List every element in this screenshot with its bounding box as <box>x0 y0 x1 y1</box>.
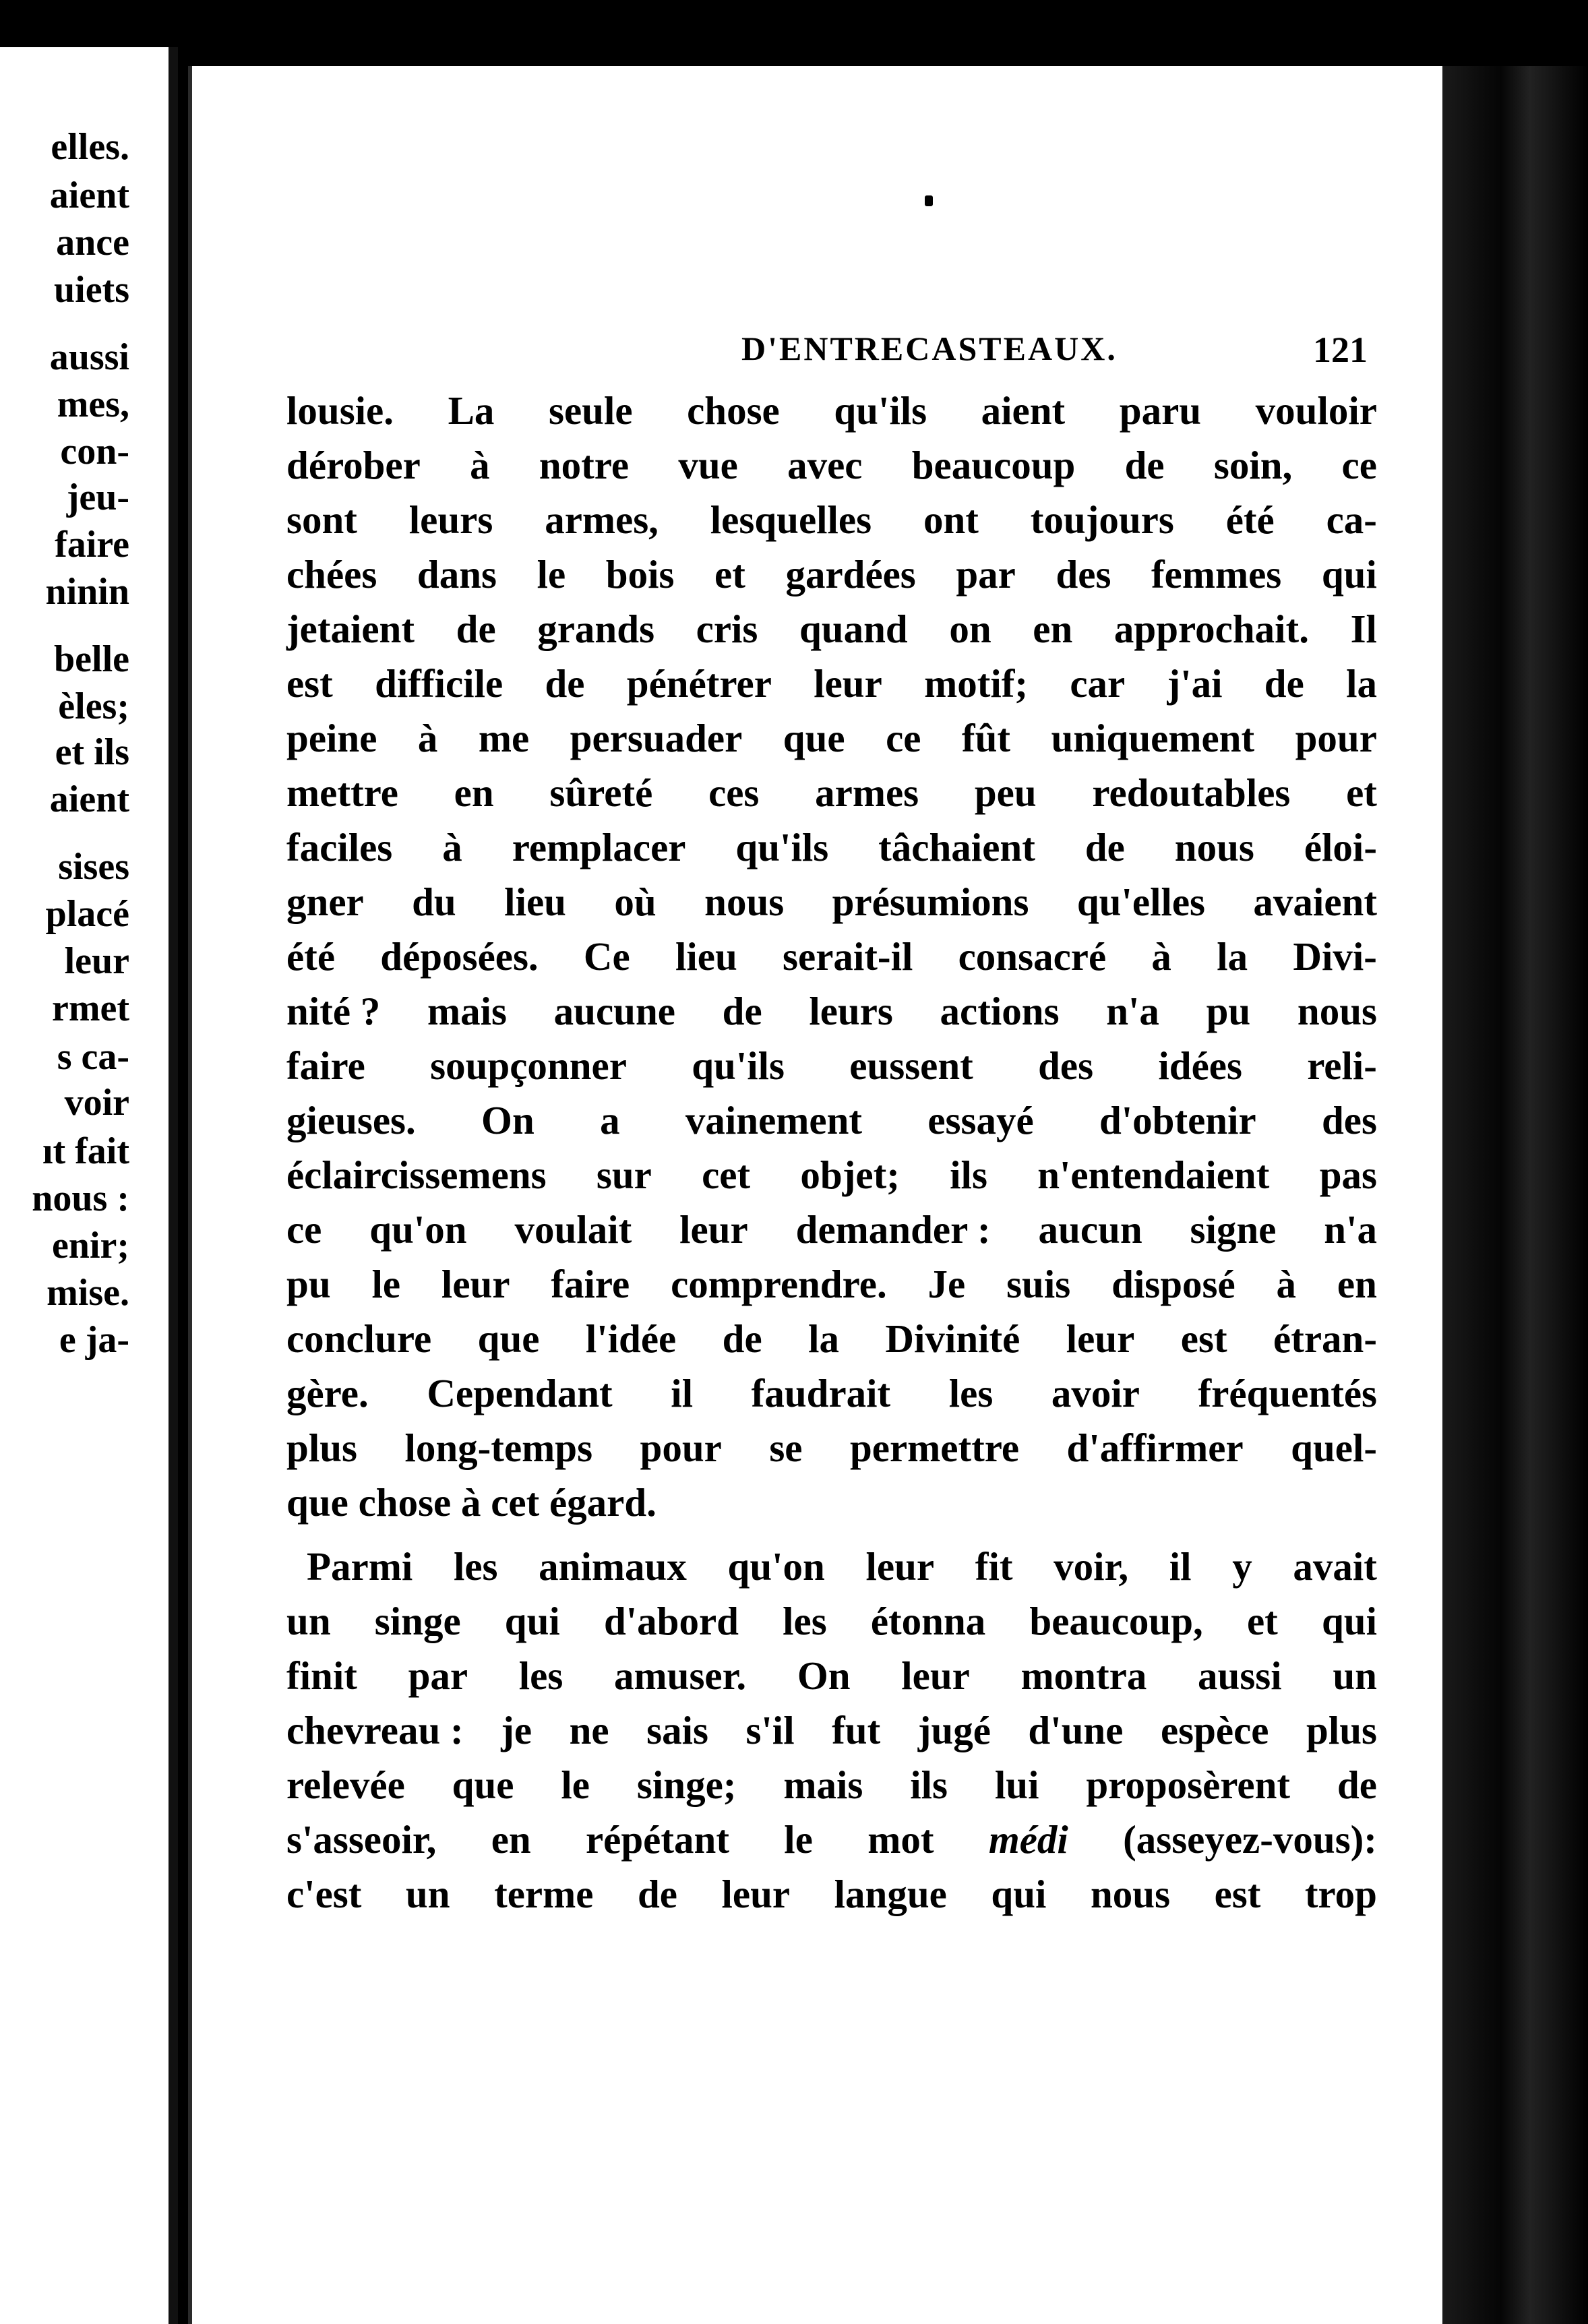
text-word: médi <box>988 1817 1068 1862</box>
text-word: grands <box>537 607 655 651</box>
text-word: du <box>412 880 456 924</box>
text-line <box>286 977 1377 1031</box>
text-word: faciles <box>286 825 393 869</box>
text-word: plus <box>286 1426 357 1470</box>
text-word: qui <box>1321 552 1377 597</box>
text-word: peu <box>974 770 1037 815</box>
text-line <box>286 1086 1377 1140</box>
text-word: présumions <box>832 880 1029 924</box>
text-word: ce <box>286 1207 322 1252</box>
text-word: beaucoup <box>911 443 1076 487</box>
page-text <box>286 376 1377 1914</box>
text-line <box>286 1696 1377 1750</box>
text-word: actions <box>940 989 1060 1033</box>
text-line <box>286 867 1377 922</box>
text-line <box>286 1468 1377 1523</box>
text-word: de <box>1264 661 1304 706</box>
text-word: c'est <box>286 1872 362 1916</box>
text-word: éclaircissemens <box>286 1153 547 1197</box>
text-word: qu'ils <box>692 1043 785 1088</box>
text-line <box>286 704 1377 758</box>
text-word: aient <box>981 388 1066 433</box>
text-word: gner <box>286 880 364 924</box>
text-word: relevée <box>286 1763 405 1807</box>
text-word: leur <box>814 661 882 706</box>
text-word: reli- <box>1307 1043 1377 1088</box>
text-word: vouloir <box>1255 388 1377 433</box>
text-word: faudrait <box>751 1371 891 1415</box>
text-word: mais <box>427 989 507 1033</box>
text-word: lui <box>994 1763 1039 1807</box>
text-word: leur <box>901 1653 970 1698</box>
page-header <box>192 329 1442 369</box>
text-word: jugé <box>917 1708 991 1752</box>
text-word: de <box>1085 825 1125 869</box>
text-word: étonna <box>870 1599 986 1643</box>
text-word: été <box>1225 497 1275 542</box>
facing-page-line: et ils <box>55 731 129 773</box>
text-word: langue <box>834 1872 947 1916</box>
text-word: pu <box>286 1262 331 1306</box>
text-word: trop <box>1304 1872 1377 1916</box>
text-word: avoir <box>1051 1371 1140 1415</box>
text-word: de <box>637 1872 677 1916</box>
text-word: nous <box>1174 825 1254 869</box>
text-word: que <box>477 1316 540 1361</box>
book-edge <box>1442 66 1588 2324</box>
facing-page-line: voir <box>64 1082 129 1124</box>
text-word: d'affirmer <box>1066 1426 1244 1470</box>
text-word: ca- <box>1326 497 1377 542</box>
text-word: nous <box>1090 1872 1171 1916</box>
text-word: approchait. <box>1113 607 1309 651</box>
facing-page-line: ance <box>56 222 129 264</box>
text-word: à <box>470 443 490 487</box>
text-line <box>286 1805 1377 1860</box>
text-word: On <box>481 1098 535 1142</box>
text-word: qui <box>991 1872 1047 1916</box>
facing-page-line: ıt fait <box>42 1130 129 1172</box>
text-word: leur <box>721 1872 791 1916</box>
text-word: sont <box>286 497 357 542</box>
text-word: des <box>1038 1043 1094 1088</box>
text-word: dérober <box>286 443 421 487</box>
text-word: bois <box>605 552 675 597</box>
text-word: la <box>1346 661 1377 706</box>
text-word: de <box>545 661 585 706</box>
facing-page-line: s ca- <box>57 1036 129 1078</box>
text-line <box>286 1532 1377 1587</box>
facing-page-line: faire <box>55 524 129 565</box>
text-word: à <box>442 825 462 869</box>
text-word: nité ? <box>286 989 381 1033</box>
text-word: redoutables <box>1092 770 1291 815</box>
text-word: pour <box>1295 716 1377 760</box>
text-word: objet; <box>800 1153 900 1197</box>
text-word: n'entendaient <box>1037 1153 1270 1197</box>
text-word: proposèrent <box>1086 1763 1291 1807</box>
text-word: gieuses. <box>286 1098 416 1142</box>
text-word: gardées <box>785 552 916 597</box>
text-word: leur <box>865 1544 935 1589</box>
text-word: à <box>417 716 438 760</box>
text-word: par <box>408 1653 468 1698</box>
text-word: singe <box>374 1599 461 1643</box>
text-word: Divinité <box>885 1316 1020 1361</box>
facing-page-line: aussi <box>49 336 129 378</box>
text-word: soupçonner <box>430 1043 627 1088</box>
text-word: y <box>1232 1544 1252 1589</box>
text-word: lousie. <box>286 388 394 433</box>
facing-page-line: mise. <box>47 1272 129 1314</box>
text-word: seule <box>548 388 633 433</box>
text-word: pu <box>1206 989 1251 1033</box>
text-word: a <box>600 1098 620 1142</box>
text-word: n'a <box>1106 989 1159 1033</box>
text-word: tâchaient <box>878 825 1035 869</box>
facing-page-line: nous : <box>32 1178 129 1219</box>
text-word: paru <box>1119 388 1202 433</box>
text-word: de <box>456 607 496 651</box>
text-word: la <box>808 1316 839 1361</box>
text-word: car <box>1070 661 1126 706</box>
text-word: suis <box>1006 1262 1071 1306</box>
text-word: qu'on <box>727 1544 825 1589</box>
text-word: pas <box>1319 1153 1377 1197</box>
text-word: animaux <box>539 1544 687 1589</box>
page-number: 121 <box>1313 330 1368 370</box>
facing-page-line: belle <box>54 638 129 680</box>
text-line <box>286 376 1377 431</box>
text-line <box>286 1031 1377 1086</box>
facing-page-line: sises <box>58 846 129 888</box>
text-word: je <box>501 1708 532 1752</box>
text-word: qu'elles <box>1076 880 1205 924</box>
text-word: soin, <box>1213 443 1293 487</box>
book-page <box>192 66 1442 2324</box>
text-word: à <box>1276 1262 1297 1306</box>
text-word: ce <box>1341 443 1377 487</box>
text-word: ne <box>569 1708 609 1752</box>
text-word: peine <box>286 716 377 760</box>
text-word: pour <box>640 1426 722 1470</box>
text-word: espèce <box>1160 1708 1269 1752</box>
text-word: (asseyez-vous): <box>1123 1817 1377 1862</box>
text-word: gère. <box>286 1371 369 1415</box>
text-word: la <box>1217 934 1248 979</box>
text-word: eussent <box>849 1043 973 1088</box>
text-word: l'idée <box>585 1316 677 1361</box>
text-word: permettre <box>849 1426 1020 1470</box>
text-word: qui <box>1321 1599 1377 1643</box>
text-line <box>286 1641 1377 1696</box>
text-word: aussi <box>1198 1653 1282 1698</box>
text-word: cris <box>696 607 758 651</box>
text-word: se <box>769 1426 803 1470</box>
text-word: on <box>949 607 991 651</box>
text-word: en <box>454 770 494 815</box>
text-word: ces <box>708 770 760 815</box>
text-word: leurs <box>408 497 493 542</box>
text-word: qu'on <box>369 1207 467 1252</box>
text-word: et <box>1346 770 1377 815</box>
text-word: serait-il <box>783 934 913 979</box>
text-line <box>286 1140 1377 1195</box>
text-word: chose <box>687 388 780 433</box>
text-word: singe; <box>636 1763 737 1807</box>
text-word: disposé <box>1111 1262 1235 1306</box>
text-word: mais <box>783 1763 863 1807</box>
text-word: Je <box>927 1262 966 1306</box>
text-word: avaient <box>1253 880 1377 924</box>
running-head: D'ENTRECASTEAUX. <box>741 330 1118 367</box>
text-word: des <box>1321 1098 1377 1142</box>
text-word: fut <box>832 1708 881 1752</box>
text-word: fit <box>975 1544 1013 1589</box>
text-line <box>286 1359 1377 1413</box>
text-word: avait <box>1293 1544 1377 1589</box>
text-word: quel- <box>1291 1426 1377 1470</box>
text-word: et <box>1246 1599 1278 1643</box>
text-word: toujours <box>1030 497 1174 542</box>
text-word: notre <box>539 443 630 487</box>
text-word: sais <box>646 1708 708 1752</box>
facing-page-line: leur <box>64 940 129 982</box>
text-word: plus <box>1306 1708 1377 1752</box>
text-word: fréquentés <box>1198 1371 1377 1415</box>
text-word: d'obtenir <box>1099 1098 1256 1142</box>
text-word: les <box>948 1371 994 1415</box>
text-word: ce <box>886 716 921 760</box>
text-word: les <box>518 1653 563 1698</box>
text-word: chevreau : <box>286 1708 464 1752</box>
text-word: le <box>537 552 566 597</box>
text-word: conclure <box>286 1316 432 1361</box>
text-word: aucun <box>1038 1207 1142 1252</box>
text-word: jetaient <box>286 607 415 651</box>
facing-page-line: aient <box>49 778 129 820</box>
text-word: vue <box>678 443 738 487</box>
text-word: terme <box>494 1872 594 1916</box>
text-line <box>286 431 1377 485</box>
text-word: fût <box>961 716 1011 760</box>
text-word: où <box>614 880 656 924</box>
text-word: à <box>1151 934 1171 979</box>
text-line <box>286 594 1377 649</box>
text-line <box>286 485 1377 540</box>
text-line <box>286 1195 1377 1250</box>
text-word: il <box>1169 1544 1192 1589</box>
text-word: que chose à cet égard. <box>286 1480 656 1525</box>
facing-page-fragment <box>0 47 178 2324</box>
text-word: en <box>1033 607 1073 651</box>
text-word: Il <box>1350 607 1377 651</box>
text-word: On <box>797 1653 851 1698</box>
facing-page-line: rmet <box>51 987 129 1029</box>
text-word: La <box>448 388 495 433</box>
facing-page-line: e ja- <box>59 1319 129 1361</box>
text-word: long-temps <box>404 1426 593 1470</box>
text-line <box>286 1413 1377 1468</box>
text-word: que <box>783 716 845 760</box>
text-word: comprendre. <box>671 1262 887 1306</box>
text-word: voulait <box>514 1207 632 1252</box>
text-word: le <box>561 1763 590 1807</box>
text-word: ils <box>950 1153 987 1197</box>
text-line <box>286 540 1377 597</box>
facing-page-line: mes, <box>57 384 129 425</box>
text-word: chées <box>286 552 377 597</box>
text-word: en <box>1337 1262 1377 1306</box>
text-word: faire <box>551 1262 630 1306</box>
text-word: cet <box>702 1153 751 1197</box>
text-word: de <box>722 1316 762 1361</box>
text-line <box>286 1250 1377 1304</box>
text-word: essayé <box>927 1098 1034 1142</box>
text-word: en <box>491 1817 531 1862</box>
text-word: été <box>286 934 336 979</box>
text-word: qu'ils <box>834 388 927 433</box>
text-line <box>286 922 1377 977</box>
text-word: beaucoup, <box>1029 1599 1203 1643</box>
text-word: un <box>405 1872 450 1916</box>
text-word: voir, <box>1053 1544 1129 1589</box>
text-word: faire <box>286 1043 365 1088</box>
text-line <box>286 813 1377 867</box>
text-word: Ce <box>583 934 630 979</box>
text-word: me <box>478 716 530 760</box>
text-word: le <box>371 1262 401 1306</box>
facing-page-line: aient <box>49 175 129 216</box>
text-word: mot <box>867 1817 934 1862</box>
text-word: éloi- <box>1304 825 1377 869</box>
facing-page-line: con- <box>60 431 129 472</box>
text-word: est <box>1214 1872 1261 1916</box>
text-word: qui <box>504 1599 560 1643</box>
text-word: lesquelles <box>710 497 872 542</box>
text-line <box>286 1750 1377 1805</box>
text-word: sûreté <box>549 770 653 815</box>
text-word: d'une <box>1028 1708 1124 1752</box>
text-line <box>286 758 1377 813</box>
text-word: le <box>784 1817 813 1862</box>
text-word: dans <box>417 552 497 597</box>
text-line <box>286 1587 1377 1641</box>
text-word: leur <box>441 1262 510 1306</box>
text-word: ont <box>923 497 979 542</box>
text-word: déposées. <box>380 934 539 979</box>
facing-page-line: uiets <box>54 269 129 311</box>
text-word: montra <box>1020 1653 1147 1698</box>
text-word: uniquement <box>1051 716 1255 760</box>
text-word: s'asseoir, <box>286 1817 437 1862</box>
text-word: d'abord <box>603 1599 739 1643</box>
text-word: n'a <box>1324 1207 1377 1252</box>
text-word: les <box>783 1599 827 1643</box>
text-word: j'ai <box>1167 661 1223 706</box>
text-word: persuader <box>570 716 743 760</box>
text-line <box>286 1860 1377 1914</box>
text-word: motif; <box>924 661 1029 706</box>
text-word: qu'ils <box>735 825 829 869</box>
text-word: il <box>671 1371 694 1415</box>
text-word: quand <box>799 607 908 651</box>
text-word: mettre <box>286 770 398 815</box>
text-word: difficile <box>375 661 503 706</box>
facing-page-line: elles. <box>51 126 129 168</box>
text-word: aucune <box>553 989 675 1033</box>
text-word: un <box>286 1599 331 1643</box>
facing-page-line: placé <box>45 893 129 935</box>
text-word: est <box>1180 1316 1227 1361</box>
text-word: femmes <box>1151 552 1282 597</box>
facing-page-line: èles; <box>58 685 129 727</box>
text-word: Parmi <box>307 1544 413 1589</box>
text-word: est <box>286 661 333 706</box>
text-word: les <box>453 1544 498 1589</box>
text-word: de <box>722 989 762 1033</box>
text-word: ils <box>910 1763 948 1807</box>
text-word: de <box>1337 1763 1377 1807</box>
text-word: leur <box>679 1207 748 1252</box>
text-word: et <box>714 552 745 597</box>
text-line <box>286 1304 1377 1359</box>
text-word: idées <box>1158 1043 1242 1088</box>
text-word: finit <box>286 1653 357 1698</box>
text-word: par <box>956 552 1016 597</box>
text-line <box>286 649 1377 704</box>
text-word: Divi- <box>1293 934 1377 979</box>
text-word: s'il <box>745 1708 795 1752</box>
text-word: leurs <box>809 989 893 1033</box>
text-word: un <box>1333 1653 1377 1698</box>
text-word: lieu <box>504 880 566 924</box>
text-word: consacré <box>958 934 1107 979</box>
text-word: que <box>452 1763 514 1807</box>
text-word: armes <box>815 770 919 815</box>
text-word: demander : <box>795 1207 991 1252</box>
text-word: signe <box>1190 1207 1277 1252</box>
ink-speck <box>925 195 933 206</box>
text-word: remplacer <box>512 825 686 869</box>
text-word: répétant <box>586 1817 729 1862</box>
text-word: Cependant <box>427 1371 613 1415</box>
text-word: des <box>1056 552 1111 597</box>
text-word: étran- <box>1273 1316 1377 1361</box>
text-word: de <box>1124 443 1165 487</box>
text-word: sur <box>596 1153 652 1197</box>
text-word: leur <box>1066 1316 1135 1361</box>
text-word: pénétrer <box>626 661 772 706</box>
text-word: nous <box>1297 989 1377 1033</box>
facing-page-line: enir; <box>51 1225 129 1266</box>
text-word: nous <box>704 880 785 924</box>
facing-page-line: jeu- <box>66 477 129 518</box>
text-word: amuser. <box>614 1653 747 1698</box>
text-word: vainement <box>685 1098 863 1142</box>
text-word: lieu <box>675 934 737 979</box>
facing-page-line: ninin <box>45 571 129 613</box>
text-word: armes, <box>545 497 659 542</box>
text-word: avec <box>787 443 863 487</box>
